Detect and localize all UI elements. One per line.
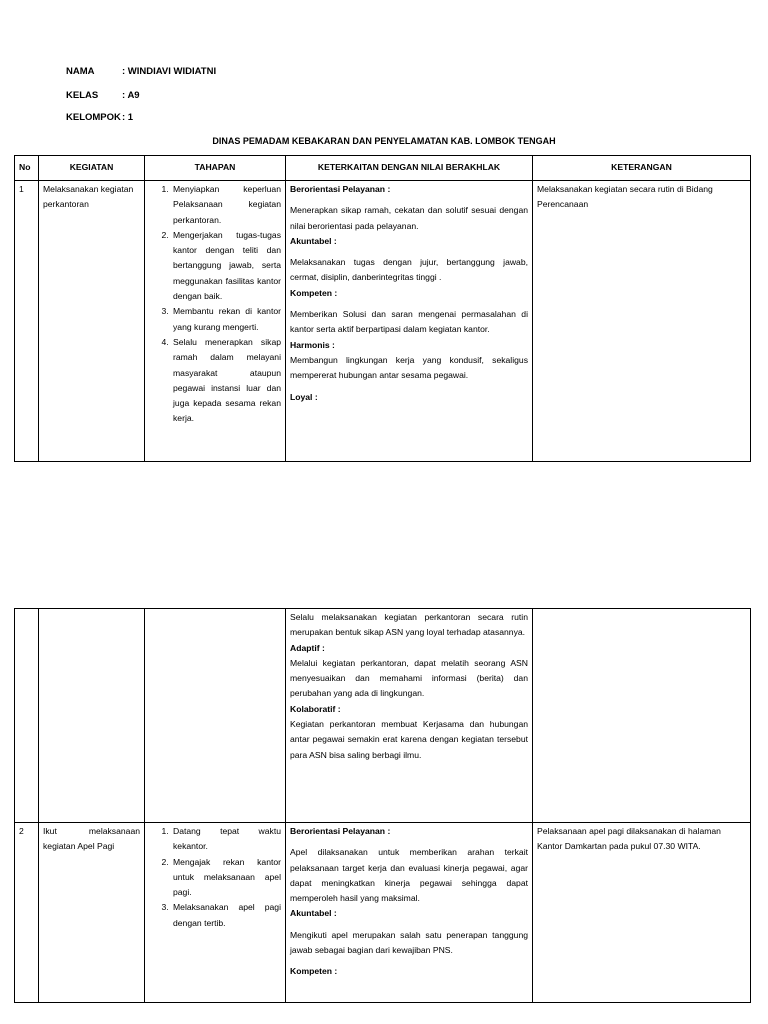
- nilai-heading: Berorientasi Pelayanan :: [290, 184, 391, 194]
- nama-value: : WINDIAVI WIDIATNI: [122, 66, 217, 77]
- tahapan-item: 3. Melaksanakan apel pagi dengan tertib.: [171, 900, 281, 931]
- col-no: No: [15, 156, 39, 181]
- tahapan-item: 4. Selalu menerapkan sikap ramah dalam melayani masyarakat ataupun pegawai instansi luar dan juga kepada sesama rekan kerja.: [171, 335, 281, 427]
- row-no: 2: [15, 823, 39, 1003]
- nilai-text: Apel dilaksanakan untuk memberikan arahan terkait pelaksanaan target kerja dan evaluasi kinerja pegawai, agar dapat meningkatkan kinerja pegawai sehingga dapat memperoleh hasil yang maksimal.: [290, 847, 528, 904]
- kelompok-value: : 1: [122, 112, 134, 123]
- table-row: [15, 609, 751, 823]
- nilai-text: Selalu melaksanakan kegiatan perkantoran secara rutin merupakan bentuk sikap ASN yang loyal terhadap atasannya.: [290, 612, 528, 638]
- row-keterangan: Pelaksanaan apel pagi dilaksanakan di halaman Kantor Damkartan pada pukul 07.30 WITA.: [533, 823, 751, 1003]
- kelompok-label: KELOMPOK: [66, 112, 121, 123]
- table-header-row: [15, 156, 751, 181]
- row-tahapan: [145, 181, 286, 462]
- col-tahapan: TAHAPAN: [145, 156, 286, 181]
- tahapan-item: 3. Membantu rekan di kantor yang kurang mengerti.: [171, 304, 281, 335]
- document-title: DINAS PEMADAM KEBAKARAN DAN PENYELAMATAN KAB. LOMBOK TENGAH: [212, 136, 556, 146]
- tahapan-item: 1. Menyiapkan keperluan Pelaksanaan kegiatan perkantoran.: [171, 182, 281, 228]
- nilai-heading: Kompeten :: [290, 966, 338, 977]
- kelas-label: KELAS: [66, 90, 99, 101]
- nilai-text: Mengikuti apel merupakan salah satu penerapan tanggung jawab sebagai bagian dari kewajiban PNS.: [290, 929, 528, 956]
- table-row: [15, 823, 751, 1003]
- nilai-text: Memberikan Solusi dan saran mengenai permasalahan di kantor serta aktif berpartipasi dalam kegiatan kantor.: [290, 309, 528, 335]
- nilai-text: Kegiatan perkantoran membuat Kerjasama dan hubungan antar pegawai semakin erat karena dengan kegiatan tersebut para ASN bisa saling berbagi ilmu.: [290, 719, 528, 760]
- col-keterangan: KETERANGAN: [533, 156, 751, 181]
- row-kegiatan: Melaksanakan kegiatan perkantoran: [39, 181, 145, 462]
- nilai-text: Menerapkan sikap ramah, cekatan dan solutif sesuai dengan nilai berorientasi pada pelayanan.: [290, 205, 528, 231]
- nilai-heading: Akuntabel :: [290, 908, 337, 919]
- activity-table-page2: [14, 608, 751, 1003]
- nilai-heading: Adaptif :: [290, 642, 325, 653]
- col-kegiatan: KEGIATAN: [39, 156, 145, 181]
- nilai-heading: Kompeten :: [290, 287, 338, 298]
- row-keterangan: Melaksanakan kegiatan secara rutin di Bidang Perencanaan: [533, 181, 751, 462]
- tahapan-item: 2. Mengerjakan tugas-tugas kantor dengan teliti dan bertanggung jawab, serta meggunakan fasilitas kantor dengan baik.: [171, 228, 281, 304]
- nilai-heading: Harmonis :: [290, 339, 335, 350]
- row-nilai: [286, 823, 533, 1003]
- kelas-value: : A9: [122, 90, 140, 101]
- activity-table-page1: [14, 155, 751, 462]
- col-nilai: KETERKAITAN DENGAN NILAI BERAKHLAK: [286, 156, 533, 181]
- row-nilai: [286, 181, 533, 462]
- nilai-heading: Kolaboratif :: [290, 703, 341, 714]
- nama-label: NAMA: [66, 66, 95, 77]
- nilai-heading: Berorientasi Pelayanan :: [290, 826, 391, 836]
- table-row: [15, 181, 751, 462]
- tahapan-item: 1. Datang tepat waktu kekantor.: [171, 824, 281, 855]
- tahapan-item: 2. Mengajak rekan kantor untuk melaksanaan apel pagi.: [171, 855, 281, 901]
- row-tahapan: [145, 823, 286, 1003]
- nilai-text: Membangun lingkungan kerja yang kondusif, sekaligus mempererat hubungan antar sesama pegawai.: [290, 354, 528, 381]
- nilai-heading: Akuntabel :: [290, 235, 337, 246]
- row-nilai: [286, 609, 533, 823]
- row-kegiatan: Ikut melaksanaan kegiatan Apel Pagi: [39, 823, 145, 1003]
- nilai-text: Melalui kegiatan perkantoran, dapat melatih seorang ASN menyesuaikan dan memahami informasi (berita) dan perubahan yang ada di lingkungan.: [290, 657, 528, 699]
- nilai-heading: Loyal :: [290, 391, 318, 402]
- nilai-text: Melaksanakan tugas dengan jujur, bertanggung jawab, cermat, disiplin, danberintegritas tinggi .: [290, 257, 528, 283]
- row-no: 1: [15, 181, 39, 462]
